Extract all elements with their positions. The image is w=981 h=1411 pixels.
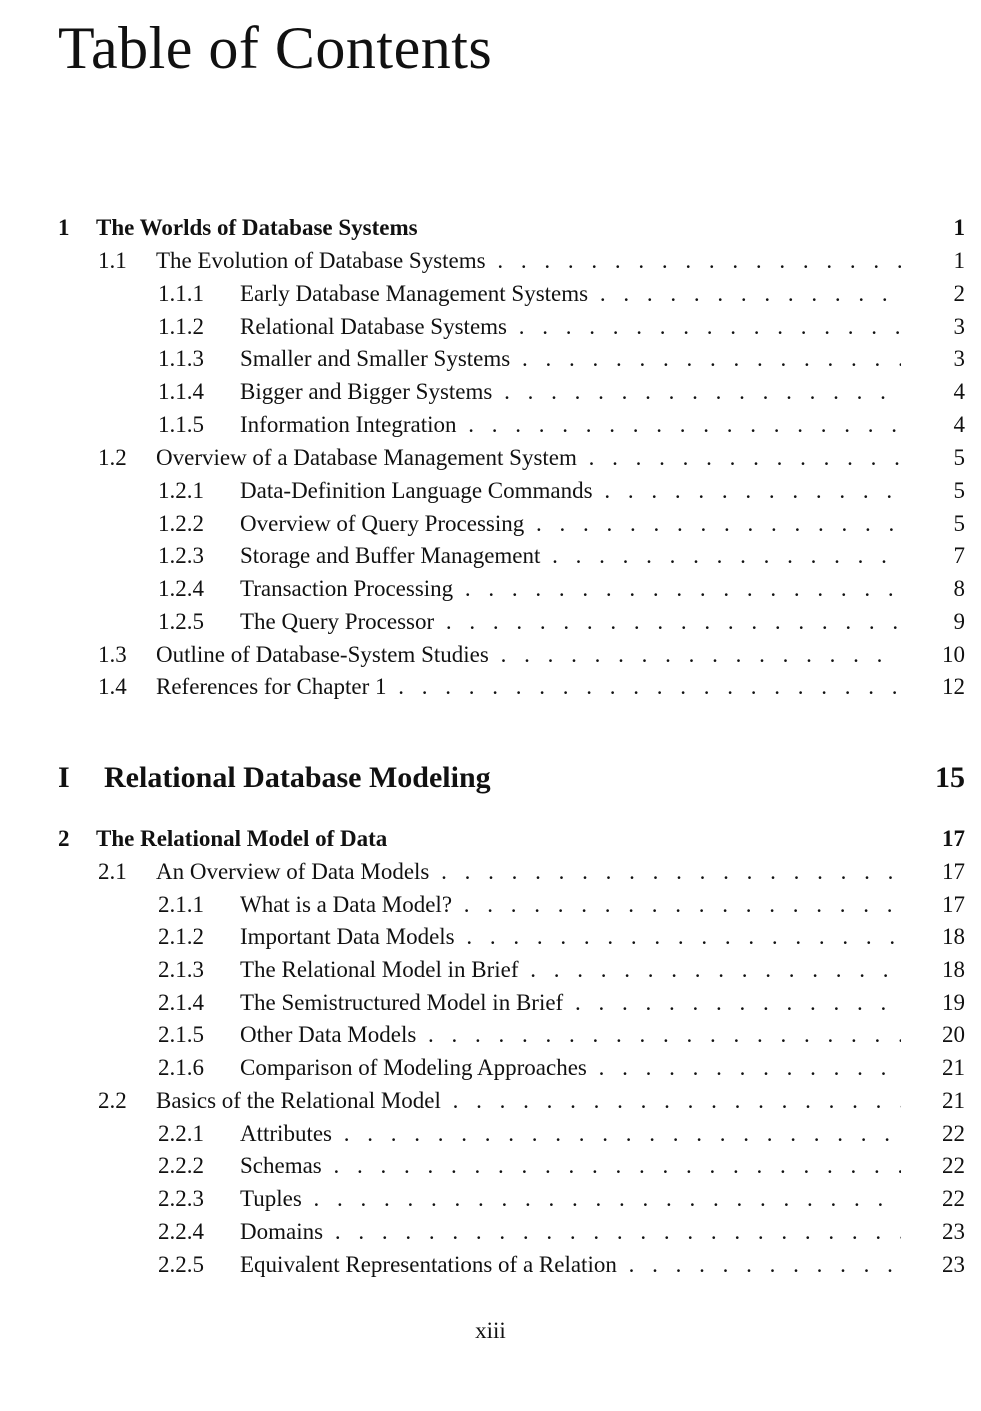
section-page: 9 [953, 609, 965, 634]
section-page: 18 [942, 924, 965, 949]
section-title: Storage and Buffer Management . . . [240, 539, 901, 573]
section-page: 23 [942, 1219, 965, 1244]
section-number: 2.1.5 [158, 1022, 204, 1047]
section-number: 2.2.4 [158, 1219, 204, 1244]
toc-entry-1-2-4 [158, 572, 965, 606]
section-page: 12 [942, 674, 965, 699]
toc-entry-2-1-1 [158, 888, 965, 922]
section-title: Information Integration . . . [240, 408, 901, 442]
section-page: 5 [953, 445, 965, 470]
section-number: 1.2.4 [158, 576, 204, 601]
toc-entry-1-2-3 [158, 539, 965, 573]
section-number: 2.1.1 [158, 892, 204, 917]
section-number: 1.2.1 [158, 478, 204, 503]
section-page: 17 [942, 859, 965, 884]
section-page: 2 [953, 281, 965, 306]
section-page: 4 [953, 412, 965, 437]
section-number: 2.2 [98, 1088, 127, 1113]
section-number: 1.1.1 [158, 281, 204, 306]
toc-entry-1-1-4 [158, 375, 965, 409]
section-number: 2.1.3 [158, 957, 204, 982]
section-number: 1.2 [98, 445, 127, 470]
section-title: An Overview of Data Models . . . [156, 855, 901, 889]
section-title: Early Database Management Systems . . . [240, 277, 901, 311]
section-title: The Query Processor . . . [240, 605, 901, 639]
section-number: 2.1 [98, 859, 127, 884]
toc-entry-1-1-1 [158, 277, 965, 311]
section-number: 1.1 [98, 248, 127, 273]
section-title: Outline of Database-System Studies . . . [156, 638, 901, 672]
section-page: 3 [953, 346, 965, 371]
section-title: References for Chapter 1 . . . [156, 670, 901, 704]
section-number: 2.1.4 [158, 990, 204, 1015]
toc-entry-1-2-5 [158, 605, 965, 639]
toc-entry-1-2-1 [158, 474, 965, 508]
section-number: 1.3 [98, 642, 127, 667]
chapter-1-heading [58, 211, 965, 245]
section-number: 1.1.5 [158, 412, 204, 437]
section-number: 1.1.2 [158, 314, 204, 339]
section-title: Transaction Processing . . . [240, 572, 901, 606]
section-page: 3 [953, 314, 965, 339]
section-title: Basics of the Relational Model . . . [156, 1084, 901, 1118]
section-number: 1.2.2 [158, 511, 204, 536]
part-number: I [58, 761, 70, 794]
section-page: 22 [942, 1121, 965, 1146]
section-number: 1.2.3 [158, 543, 204, 568]
chapter-title: The Worlds of Database Systems [96, 215, 418, 240]
toc-entry-1-2 [98, 441, 965, 475]
toc-entry-2-2-3 [158, 1182, 965, 1216]
chapter-page: 1 [953, 215, 965, 240]
section-title: Attributes . . . [240, 1117, 901, 1151]
section-title: Other Data Models . . . [240, 1018, 901, 1052]
toc-entry-2-1-2 [158, 920, 965, 954]
toc-entry-1-2-2 [158, 507, 965, 541]
toc-entry-2-1-6 [158, 1051, 965, 1085]
toc-entry-1-1-2 [158, 310, 965, 344]
section-title: Smaller and Smaller Systems . . . [240, 342, 901, 376]
section-page: 5 [953, 511, 965, 536]
section-page: 22 [942, 1186, 965, 1211]
section-title: Equivalent Representations of a Relation . . . [240, 1248, 901, 1282]
footer-page-number: xiii [475, 1318, 506, 1343]
toc-entry-2-1-5 [158, 1018, 965, 1052]
toc-entry-1-4 [98, 670, 965, 704]
section-number: 2.2.3 [158, 1186, 204, 1211]
section-number: 1.1.3 [158, 346, 204, 371]
section-number: 2.1.2 [158, 924, 204, 949]
section-page: 5 [953, 478, 965, 503]
section-title: Overview of Query Processing . . . [240, 507, 901, 541]
section-title: Tuples . . . [240, 1182, 901, 1216]
toc-entry-2-2-2 [158, 1149, 965, 1183]
chapter-number: 2 [58, 826, 70, 851]
section-page: 20 [942, 1022, 965, 1047]
section-title: Comparison of Modeling Approaches . . . [240, 1051, 901, 1085]
section-number: 1.2.5 [158, 609, 204, 634]
section-page: 17 [942, 892, 965, 917]
section-title: The Evolution of Database Systems . . . [156, 244, 901, 278]
section-page: 19 [942, 990, 965, 1015]
section-page: 21 [942, 1088, 965, 1113]
toc-entry-2-2-4 [158, 1215, 965, 1249]
section-title: Domains . . . [240, 1215, 901, 1249]
toc-entry-2-2 [98, 1084, 965, 1118]
toc-entry-2-1 [98, 855, 965, 889]
section-number: 2.2.1 [158, 1121, 204, 1146]
part-title: Relational Database Modeling [104, 761, 491, 794]
part-page: 15 [935, 761, 965, 794]
toc-entry-2-2-1 [158, 1117, 965, 1151]
section-page: 4 [953, 379, 965, 404]
section-page: 23 [942, 1252, 965, 1277]
section-page: 8 [953, 576, 965, 601]
part-1-heading [58, 756, 965, 800]
section-page: 22 [942, 1153, 965, 1178]
toc-entry-1-1-5 [158, 408, 965, 442]
section-title: Data-Definition Language Commands . . . [240, 474, 901, 508]
page-title: Table of Contents [58, 15, 493, 81]
chapter-title: The Relational Model of Data [96, 826, 388, 851]
toc-entry-2-1-4 [158, 986, 965, 1020]
toc-entry-2-1-3 [158, 953, 965, 987]
section-title: The Relational Model in Brief . . . [240, 953, 901, 987]
section-title: The Semistructured Model in Brief . . . [240, 986, 901, 1020]
section-page: 21 [942, 1055, 965, 1080]
section-page: 7 [953, 543, 965, 568]
section-title: Relational Database Systems . . . [240, 310, 901, 344]
section-title: Schemas . . . [240, 1149, 901, 1183]
toc-entry-1-1 [98, 244, 965, 278]
toc-entry-1-1-3 [158, 342, 965, 376]
chapter-page: 17 [942, 826, 965, 851]
chapter-number: 1 [58, 215, 70, 240]
toc-entry-1-3 [98, 638, 965, 672]
chapter-2-heading [58, 822, 965, 856]
section-number: 1.1.4 [158, 379, 204, 404]
section-title: What is a Data Model? . . . [240, 888, 901, 922]
section-number: 1.4 [98, 674, 127, 699]
section-page: 1 [953, 248, 965, 273]
section-title: Bigger and Bigger Systems . . . [240, 375, 901, 409]
section-title: Overview of a Database Management System . . . [156, 441, 901, 475]
section-number: 2.2.2 [158, 1153, 204, 1178]
section-page: 10 [942, 642, 965, 667]
toc-entry-2-2-5 [158, 1248, 965, 1282]
section-page: 18 [942, 957, 965, 982]
section-number: 2.1.6 [158, 1055, 204, 1080]
section-title: Important Data Models . . . [240, 920, 901, 954]
section-number: 2.2.5 [158, 1252, 204, 1277]
